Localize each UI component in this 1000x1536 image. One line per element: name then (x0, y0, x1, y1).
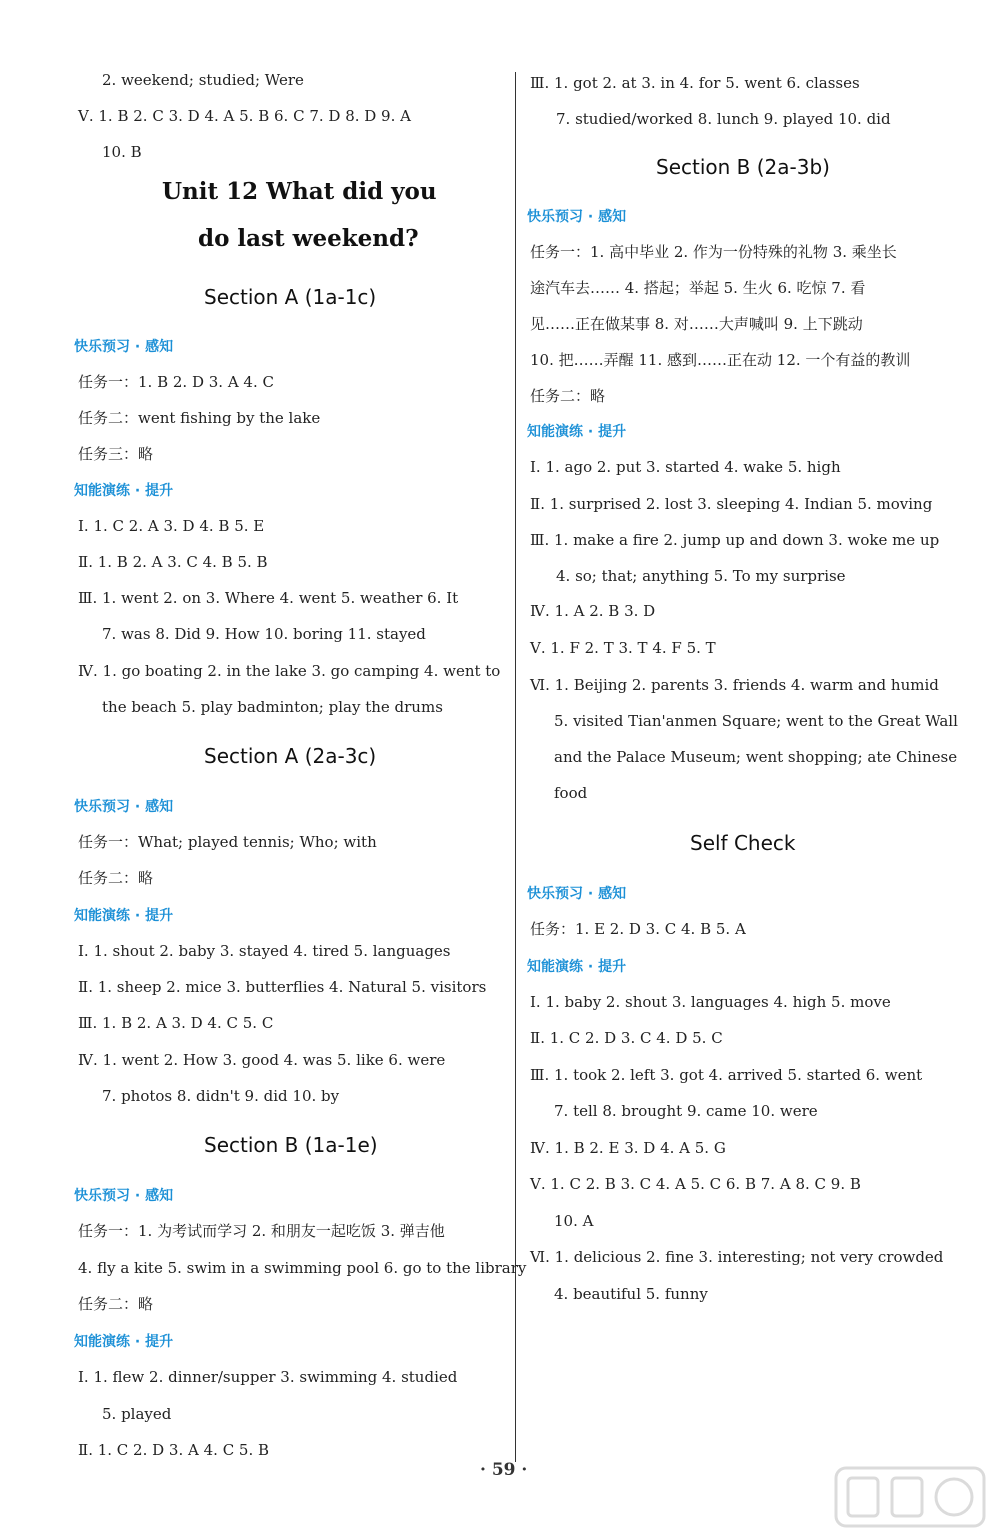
answer-line: Ⅲ. 1. went 2. on 3. Where 4. went 5. weather 6. It (78, 589, 459, 607)
answer-line: 任务二：went fishing by the lake (78, 409, 321, 427)
unit-title-line-1: Unit 12 What did you (162, 178, 437, 205)
answer-line: 2. weekend; studied; Were (102, 71, 304, 89)
answer-line: Ⅰ. 1. flew 2. dinner/supper 3. swimming 4. studied (78, 1368, 458, 1386)
answer-line: Ⅳ. 1. B 2. E 3. D 4. A 5. G (530, 1139, 726, 1157)
answer-line: 7. studied/worked 8. lunch 9. played 10. did (556, 110, 891, 128)
answer-line: Ⅴ. 1. F 2. T 3. T 4. F 5. T (530, 639, 716, 657)
answer-line: 见……正在做某事 8. 对……大声喊叫 9. 上下跳动 (530, 315, 863, 333)
answer-line: Ⅲ. 1. make a fire 2. jump up and down 3. woke me up (530, 531, 940, 549)
section-heading: Section B (1a-1e) (204, 1133, 378, 1157)
answer-line: Ⅲ. 1. got 2. at 3. in 4. for 5. went 6. classes (530, 74, 860, 92)
answer-line: 途汽车去…… 4. 搭起；举起 5. 生火 6. 吃惊 7. 看 (530, 279, 866, 297)
answer-line: 4. beautiful 5. funny (554, 1285, 708, 1303)
answer-line: 任务一：1. 为考试而学习 2. 和朋友一起吃饭 3. 弹吉他 (78, 1222, 445, 1240)
answer-line: 5. visited Tian'anmen Square; went to the Great Wall (554, 712, 958, 730)
section-heading: Section A (1a-1c) (204, 285, 377, 309)
answer-line: 任务二：略 (530, 387, 606, 405)
answer-line: Ⅱ. 1. C 2. D 3. A 4. C 5. B (78, 1441, 270, 1459)
answer-line: 10. B (102, 143, 142, 161)
answer-line: 任务：1. E 2. D 3. C 4. B 5. A (530, 920, 746, 938)
answer-line: 任务三：略 (78, 445, 154, 463)
answer-line: Ⅳ. 1. go boating 2. in the lake 3. go camping 4. went to (78, 662, 501, 680)
answer-line: 4. fly a kite 5. swim in a swimming pool 6. go to the library (78, 1259, 527, 1277)
answer-line: Ⅱ. 1. C 2. D 3. C 4. D 5. C (530, 1029, 723, 1047)
answer-line: Ⅱ. 1. surprised 2. lost 3. sleeping 4. Indian 5. moving (530, 495, 933, 513)
unit-title-line-2: do last weekend? (198, 225, 419, 252)
answer-line: 10. 把……弄醒 11. 感到……正在动 12. 一个有益的教训 (530, 351, 911, 369)
answer-line: Ⅰ. 1. baby 2. shout 3. languages 4. high 5. move (530, 993, 891, 1011)
column-divider (515, 72, 516, 1462)
answer-line: 任务一：1. B 2. D 3. A 4. C (78, 373, 274, 391)
answer-line: Ⅵ. 1. delicious 2. fine 3. interesting; not very crowded (530, 1248, 944, 1266)
answer-line: Ⅰ. 1. ago 2. put 3. started 4. wake 5. high (530, 458, 841, 476)
answer-line: Ⅳ. 1. went 2. How 3. good 4. was 5. like 6. were (78, 1051, 446, 1069)
answer-line: Ⅱ. 1. sheep 2. mice 3. butterflies 4. Natural 5. visitors (78, 978, 487, 996)
section-heading: Self Check (690, 831, 796, 855)
answer-line: Ⅵ. 1. Beijing 2. parents 3. friends 4. warm and humid (530, 676, 939, 694)
subheading-preview: 快乐预习 · 感知 (74, 799, 174, 815)
subheading-preview: 快乐预习 · 感知 (74, 339, 174, 355)
answer-line: 任务一：1. 高中毕业 2. 作为一份特殊的礼物 3. 乘坐长 (530, 243, 897, 261)
answer-line: food (554, 784, 588, 802)
answer-line: Ⅱ. 1. B 2. A 3. C 4. B 5. B (78, 553, 268, 571)
answer-line: 任务一：What; played tennis; Who; with (78, 833, 377, 851)
subheading-preview: 快乐预习 · 感知 (527, 886, 627, 902)
answer-line: 4. so; that; anything 5. To my surprise (556, 567, 846, 585)
section-heading: Section B (2a-3b) (656, 155, 830, 179)
page-number: · 59 · (480, 1460, 528, 1480)
answer-line: Ⅲ. 1. B 2. A 3. D 4. C 5. C (78, 1014, 274, 1032)
answer-line: Ⅰ. 1. shout 2. baby 3. stayed 4. tired 5. languages (78, 942, 451, 960)
subheading-practice: 知能演练 · 提升 (74, 483, 174, 499)
answer-line: 7. was 8. Did 9. How 10. boring 11. stayed (102, 625, 426, 643)
answer-line: Ⅳ. 1. A 2. B 3. D (530, 602, 656, 620)
subheading-practice: 知能演练 · 提升 (74, 1334, 174, 1350)
subheading-practice: 知能演练 · 提升 (74, 908, 174, 924)
answer-line: 7. photos 8. didn't 9. did 10. by (102, 1087, 340, 1105)
subheading-preview: 快乐预习 · 感知 (74, 1188, 174, 1204)
answer-line: 5. played (102, 1405, 172, 1423)
answer-line: Ⅴ. 1. C 2. B 3. C 4. A 5. C 6. B 7. A 8. C 9. B (530, 1175, 861, 1193)
section-heading: Section A (2a-3c) (204, 744, 377, 768)
answer-line: Ⅴ. 1. B 2. C 3. D 4. A 5. B 6. C 7. D 8. D 9. A (78, 107, 411, 125)
answer-line: 任务二：略 (78, 869, 154, 887)
answer-line: 任务二：略 (78, 1295, 154, 1313)
answer-line: 10. A (554, 1212, 594, 1230)
answer-line: Ⅰ. 1. C 2. A 3. D 4. B 5. E (78, 517, 265, 535)
answer-line: 7. tell 8. brought 9. came 10. were (554, 1102, 818, 1120)
answer-line: the beach 5. play badminton; play the drums (102, 698, 443, 716)
subheading-practice: 知能演练 · 提升 (527, 424, 627, 440)
subheading-preview: 快乐预习 · 感知 (527, 209, 627, 225)
watermark-logo-icon (830, 1462, 990, 1532)
answer-line: Ⅲ. 1. took 2. left 3. got 4. arrived 5. started 6. went (530, 1066, 923, 1084)
answer-line: and the Palace Museum; went shopping; ate Chinese (554, 748, 958, 766)
subheading-practice: 知能演练 · 提升 (527, 959, 627, 975)
